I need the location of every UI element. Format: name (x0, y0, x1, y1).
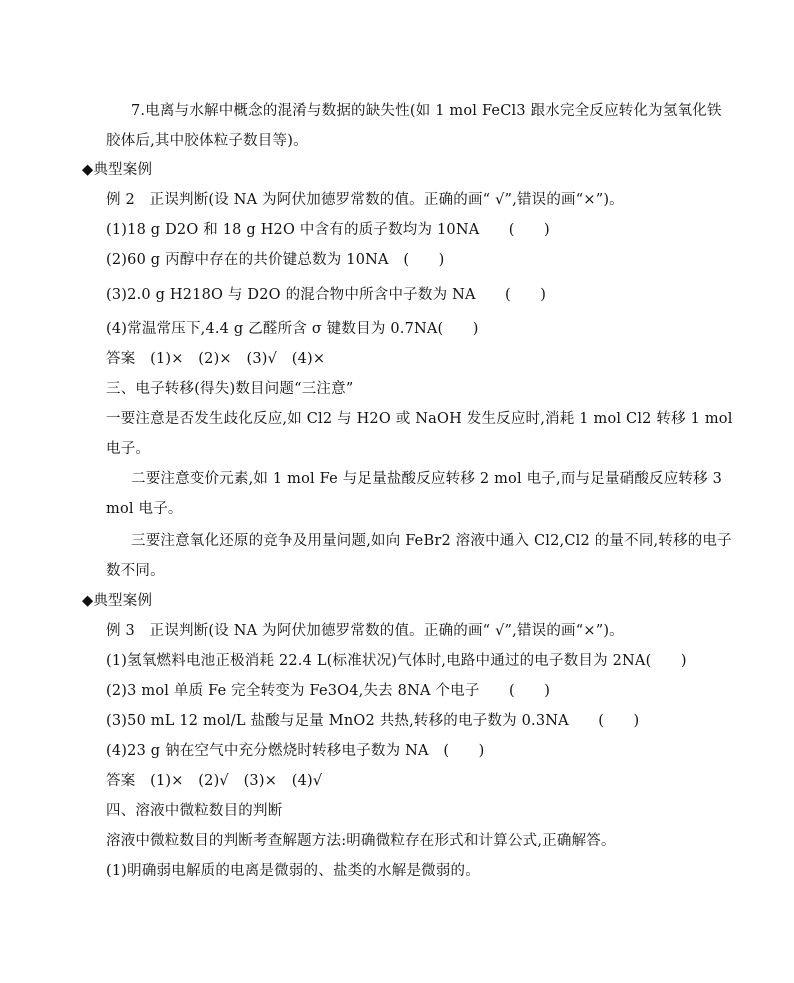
paragraph-line (131, 529, 732, 550)
paragraph-line (106, 437, 150, 458)
question-item (106, 709, 639, 730)
question-item (106, 679, 550, 700)
paragraph-line (106, 859, 480, 880)
section-title (106, 799, 282, 820)
line-1: 7.电离与水解中概念的混淆与数据的缺失性(如 1 mol FeCl3 跟水完全反应转化为氢氧化铁 (131, 103, 722, 119)
ex2-item-4: (4)常温常压下,4.4 g 乙醛所含 σ 键数目为 0.7NA( ) (106, 321, 479, 337)
answer-line (106, 347, 325, 368)
example-intro (106, 619, 624, 640)
case-heading (82, 589, 152, 610)
paragraph-line (131, 99, 722, 120)
question-item (106, 317, 479, 338)
section-title (106, 377, 353, 398)
case-heading-1: ◆典型案例 (82, 162, 153, 178)
question-item (106, 248, 445, 269)
s3-p3-a: 三要注意氧化还原的竞争及用量问题,如向 FeBr2 溶液中通入 Cl2,Cl2 的量不同,转移的电子 (131, 533, 732, 549)
paragraph-line (131, 467, 722, 488)
s4-p1: 溶液中微粒数目的判断考查解题方法:明确微粒存在形式和计算公式,正确解答。 (106, 833, 616, 849)
example-2-intro: 例 2 正误判断(设 NA 为阿伏加德罗常数的值。正确的画“ √”,错误的画“×”)。 (106, 192, 624, 208)
ex3-answer: 答案 (1)× (2)√ (3)× (4)√ (106, 773, 323, 789)
ex2-answer: 答案 (1)× (2)× (3)√ (4)× (106, 351, 326, 367)
question-item (106, 739, 484, 760)
question-item (106, 218, 550, 239)
ex2-item-3: (3)2.0 g H218O 与 D2O 的混合物中所含中子数为 NA ( ) (106, 287, 547, 303)
paragraph-line (106, 497, 183, 518)
example-3-intro: 例 3 正误判断(设 NA 为阿伏加德罗常数的值。正确的画“ √”,错误的画“×”)。 (106, 623, 624, 639)
ex3-item-4: (4)23 g 钠在空气中充分燃烧时转移电子数为 NA ( ) (106, 743, 485, 759)
ex2-item-1: (1)18 g D2O 和 18 g H2O 中含有的质子数均为 10NA ( ) (106, 222, 550, 238)
paragraph-line (106, 559, 165, 580)
s3-p3-b: 数不同。 (106, 563, 165, 579)
s3-p1-a: 一要注意是否发生歧化反应,如 Cl2 与 H2O 或 NaOH 发生反应时,消耗 1 mol Cl2 转移 1 mol (106, 411, 733, 427)
question-item (106, 283, 546, 304)
paragraph-line (106, 407, 733, 428)
ex2-item-2: (2)60 g 丙醇中存在的共价键总数为 10NA ( ) (106, 252, 445, 268)
example-intro (106, 188, 624, 209)
s4-p2: (1)明确弱电解质的电离是微弱的、盐类的水解是微弱的。 (106, 863, 480, 879)
section-4-title: 四、溶液中微粒数目的判断 (106, 803, 283, 819)
case-heading (82, 158, 152, 179)
ex3-item-3: (3)50 mL 12 mol/L 盐酸与足量 MnO2 共热,转移的电子数为 0.3NA ( ) (106, 713, 640, 729)
ex3-item-2: (2)3 mol 单质 Fe 完全转变为 Fe3O4,失去 8NA 个电子 ( ) (106, 683, 551, 699)
section-3-title: 三、电子转移(得失)数目问题“三注意” (106, 381, 354, 397)
line-2: 胶体后,其中胶体粒子数目等)。 (106, 133, 308, 149)
case-heading-2: ◆典型案例 (82, 593, 153, 609)
s3-p2-a: 二要注意变价元素,如 1 mol Fe 与足量盐酸反应转移 2 mol 电子,而与足量硝酸反应转移 3 (131, 471, 723, 487)
answer-line (106, 769, 322, 790)
ex3-item-1: (1)氢氧燃料电池正极消耗 22.4 L(标准状况)气体时,电路中通过的电子数目为 2NA( ) (106, 653, 687, 669)
question-item (106, 649, 687, 670)
s3-p1-b: 电子。 (106, 441, 151, 457)
s3-p2-b: mol 电子。 (106, 501, 183, 517)
paragraph-line (106, 129, 308, 150)
paragraph-line (106, 829, 616, 850)
